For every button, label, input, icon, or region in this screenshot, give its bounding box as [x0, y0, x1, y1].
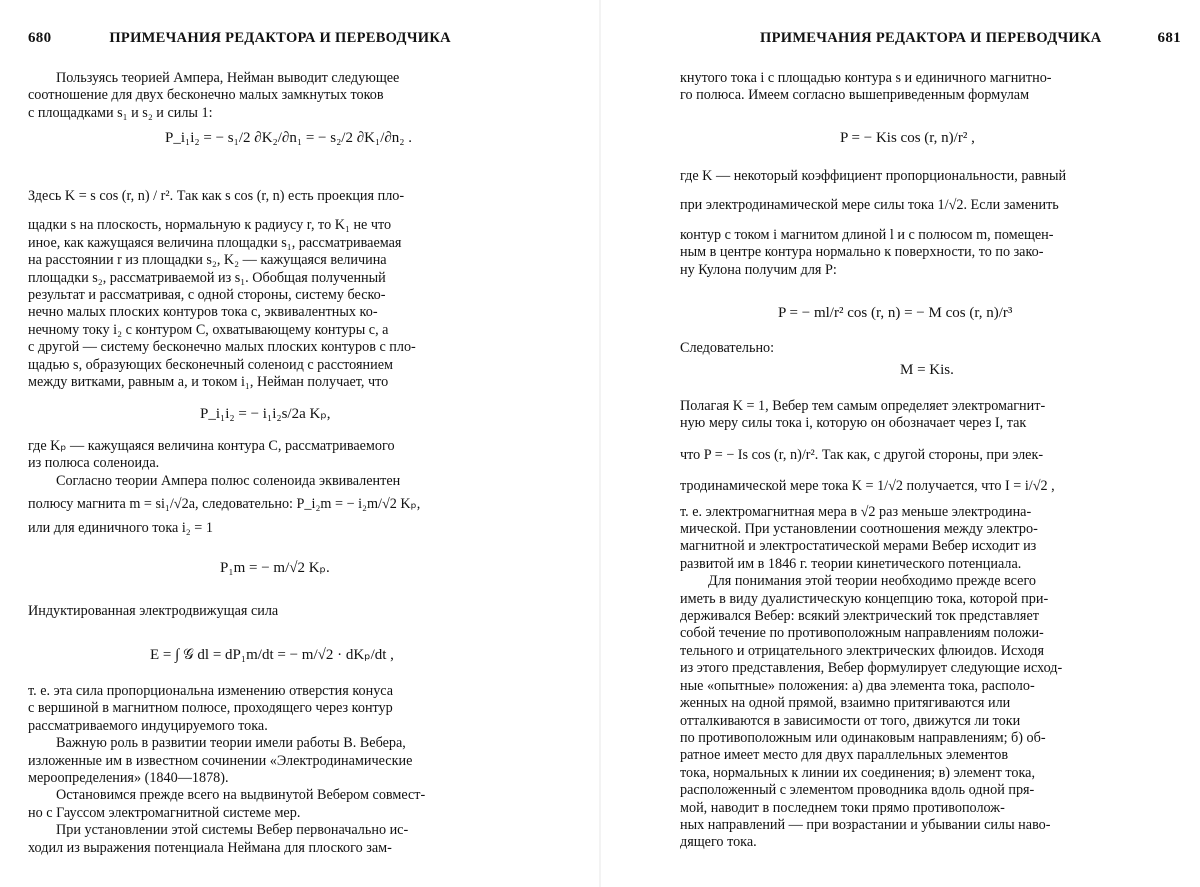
text-line: полюсу магнита m = si₁/√2a, следовательно: P_i₂m = − i₂m/√2 Kₚ,: [28, 496, 421, 513]
text-line: тока, нормальных к линии их соединения; в) элемент тока,: [680, 764, 1036, 781]
text-line: магнитной и электростатической мерами Вебер исходит из: [680, 538, 1037, 555]
text-line: при электродинамической мере силы тока 1/√2. Если заменить: [680, 197, 1059, 214]
text-line: площадки s₂, рассматриваемой из s₁. Обобщая полученный: [28, 269, 386, 286]
text-line: по противоположным или одинаковым направлениям; б) об-: [680, 729, 1046, 746]
left-page-number: 680: [28, 30, 52, 46]
text-line: ным в центре контура нормально к поверхности, то по зако-: [680, 244, 1044, 261]
left-paragraph-1: [28, 70, 528, 122]
text-line: Остановимся прежде всего на выдвинутой Вебером совмест-: [56, 787, 426, 804]
left-paragraph-4: [28, 603, 528, 620]
text-line: дящего тока.: [680, 834, 757, 851]
text-line: мой, наводит в последнем токи прямо противополож-: [680, 799, 1005, 816]
formula-emf: E = ∫ 𝒢 dl = dP₁m/dt = − m/√2 · dKₚ/dt ,: [150, 647, 394, 663]
text-line: тельного и отрицательного электрических флюидов. Исходя: [680, 642, 1045, 659]
text-line: между витками, равным a, и током i₁, Нейман получает, что: [28, 374, 389, 391]
text-line: изложенные им в известном сочинении «Электродинамические: [28, 752, 413, 769]
right-paragraph-1: [680, 70, 1185, 105]
right-paragraph-2: [680, 168, 1185, 279]
text-line: нечному току i₂ с контуром C, охватывающему контуры c, а: [28, 321, 389, 338]
text-line: развитой им в 1846 г. теории кинетического потенциала.: [680, 555, 1022, 572]
text-line: Согласно теории Ампера полюс соленоида эквивалентен: [56, 472, 401, 489]
formula-p-kis: P = − Kis cos (r, n)/r² ,: [840, 130, 975, 146]
text-line: ных направлений — при возрастании и убывании силы наво-: [680, 816, 1051, 833]
text-line: на расстоянии r из площадки s₂, K₂ — кажущаяся величина: [28, 252, 387, 269]
left-paragraph-2: [28, 188, 528, 391]
text-line: ную меру силы тока i, которую он обозначает через I, так: [680, 415, 1027, 432]
left-paragraph-3: [28, 438, 528, 537]
text-line: иметь в виду дуалистическую концепцию тока, которой при-: [680, 590, 1049, 607]
text-line: тродинамической мере тока K = 1/√2 получается, что I = i/√2 ,: [680, 478, 1055, 495]
text-line: щадки s на плоскость, нормальную к радиусу r, то K₁ не что: [28, 217, 392, 234]
text-line: кнутого тока i с площадью контура s и единичного магнитно-: [680, 70, 1052, 86]
text-line: расположенный с элементом проводника вдоль одной пря-: [680, 782, 1035, 799]
text-line: Важную роль в развитии теории имели работы В. Вебера,: [56, 735, 406, 752]
text-line: щадью s, образующих бесконечный соленоид с расстоянием: [28, 356, 393, 373]
right-header: [760, 30, 1181, 47]
text-line: с вершиной в магнитном полюсе, проходящего через контур: [28, 700, 393, 717]
text-line: Здесь K = s cos (r, n) / r². Так как s cos (r, n) есть проекция пло-: [28, 188, 405, 204]
right-paragraph-4: [680, 398, 1185, 852]
text-line: рассматриваемого индуцируемого тока.: [28, 717, 268, 734]
text-line: женных на одной прямой, взаимно притягиваются или: [680, 695, 1011, 712]
text-line: Полагая K = 1, Вебер тем самым определяет электромагнит-: [680, 398, 1046, 414]
text-line: отталкиваются в зависимости от того, движутся ли токи: [680, 712, 1021, 729]
text-line: результат и рассматривая, с одной стороны, систему беско-: [28, 287, 386, 304]
text-line: что P = − Is cos (r, n)/r². Так как, с другой стороны, при элек-: [680, 446, 1044, 463]
text-line: контур с током i магнитом длиной l и с полюсом m, помещен-: [680, 226, 1054, 243]
text-line: го полюса. Имеем согласно вышеприведенным формулам: [680, 87, 1030, 104]
text-line: с другой — систему бесконечно малых плоских контуров с пло-: [28, 339, 416, 356]
text-line: т. е. эта сила пропорциональна изменению отверстия конуса: [28, 683, 394, 699]
text-line: Для понимания этой теории необходимо прежде всего: [708, 573, 1037, 590]
text-line: но с Гауссом электромагнитной системе мер.: [28, 804, 301, 821]
formula-solenoid: P_i₁i₂ = − i₁i₂s/2a Kₚ,: [200, 406, 331, 422]
left-running-title: ПРИМЕЧАНИЯ РЕДАКТОРА И ПЕРЕВОДЧИКА: [109, 30, 451, 46]
text-line: соотношение для двух бесконечно малых замкнутых токов: [28, 87, 384, 104]
text-line: держивался Вебер: всякий электрический ток представляет: [680, 608, 1039, 625]
text-line: т. е. электромагнитная мера в √2 раз меньше электродина-: [680, 503, 1032, 520]
text-line: или для единичного тока i₂ = 1: [28, 519, 213, 536]
right-paragraph-3: [680, 340, 1185, 357]
text-line: где K — некоторый коэффициент пропорциональности, равный: [680, 168, 1067, 184]
text-line: Индуктированная электродвижущая сила: [28, 603, 279, 619]
left-header: [28, 30, 451, 47]
text-line: из этого представления, Вебер формулирует следующие исход-: [680, 660, 1063, 677]
formula-p1m: P₁m = − m/√2 Kₚ.: [220, 560, 330, 576]
formula-pi1i2: P_i₁i₂ = − s₁/2 ∂K₂/∂n₁ = − s₂/2 ∂K₁/∂n₂ .: [165, 130, 413, 146]
text-line: нечно малых плоских контуров тока c, эквивалентных ко-: [28, 304, 378, 321]
formula-m-kis: M = Kis.: [900, 362, 954, 378]
text-line: собой течение по противоположным направлениям положи-: [680, 625, 1044, 642]
text-line: ходил из выражения потенциала Неймана для плоского зам-: [28, 839, 392, 856]
text-line: При установлении этой системы Вебер первоначально ис-: [56, 822, 409, 839]
text-line: где Kₚ — кажущаяся величина контура C, рассматриваемого: [28, 438, 395, 454]
text-line: из полюса соленоида.: [28, 455, 160, 472]
left-paragraph-5: [28, 683, 528, 857]
text-line: ну Кулона получим для P:: [680, 261, 837, 278]
right-page: [600, 0, 1200, 887]
text-line: мероопределения» (1840—1878).: [28, 770, 229, 787]
text-line: иное, как кажущаяся величина площадки s₁, рассматриваемая: [28, 234, 402, 251]
text-line: Пользуясь теорией Ампера, Нейман выводит следующее: [56, 70, 400, 86]
text-line: Следовательно:: [680, 340, 775, 356]
text-line: с площадками s₁ и s₂ и силы 1:: [28, 104, 213, 121]
text-line: ратное имеет место для двух параллельных элементов: [680, 747, 1009, 764]
right-running-title: ПРИМЕЧАНИЯ РЕДАКТОРА И ПЕРЕВОДЧИКА: [760, 30, 1102, 46]
right-page-number: 681: [1157, 30, 1181, 46]
text-line: мической. При установлении соотношения между электро-: [680, 521, 1038, 538]
formula-coulomb: P = − ml/r² cos (r, n) = − M cos (r, n)/r³: [778, 305, 1013, 321]
text-line: ные «опытные» положения: а) два элемента тока, располо-: [680, 677, 1035, 694]
